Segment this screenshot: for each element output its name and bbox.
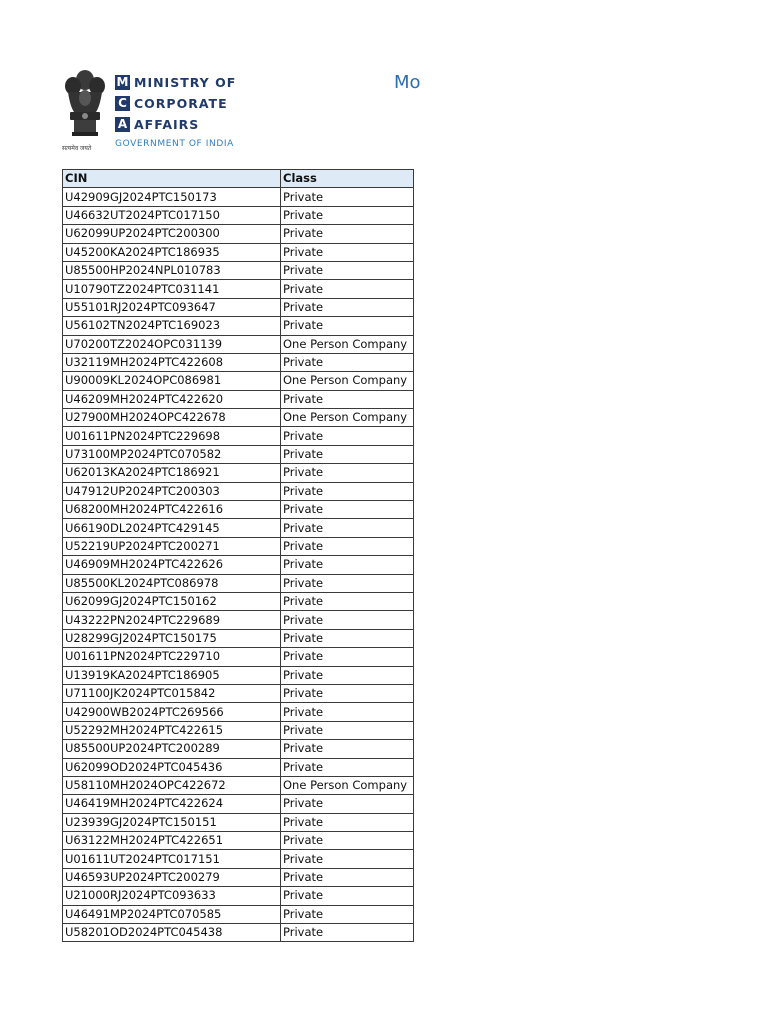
class-cell: Private	[281, 795, 414, 813]
table-row	[63, 280, 414, 298]
table-row	[63, 740, 414, 758]
cin-cell: U01611PN2024PTC229698	[63, 427, 281, 445]
class-cell: Private	[281, 758, 414, 776]
class-cell: Private	[281, 298, 414, 316]
class-cell: Private	[281, 648, 414, 666]
class-cell: Private	[281, 611, 414, 629]
cin-cell: U01611PN2024PTC229710	[63, 648, 281, 666]
table-row	[63, 795, 414, 813]
class-cell: Private	[281, 390, 414, 408]
column-header-cin: CIN	[63, 170, 281, 188]
table-row	[63, 372, 414, 390]
cin-cell: U70200TZ2024OPC031139	[63, 335, 281, 353]
column-header-class: Class	[281, 170, 414, 188]
cin-cell: U68200MH2024PTC422616	[63, 501, 281, 519]
cin-cell: U47912UP2024PTC200303	[63, 482, 281, 500]
cin-cell: U27900MH2024OPC422678	[63, 409, 281, 427]
class-cell: Private	[281, 501, 414, 519]
cin-cell: U52292MH2024PTC422615	[63, 721, 281, 739]
table-row	[63, 776, 414, 794]
table-row	[63, 390, 414, 408]
table-row	[63, 206, 414, 224]
cin-cell: U32119MH2024PTC422608	[63, 353, 281, 371]
cin-cell: U85500UP2024PTC200289	[63, 740, 281, 758]
class-cell: Private	[281, 206, 414, 224]
table-row	[63, 188, 414, 206]
cin-cell: U45200KA2024PTC186935	[63, 243, 281, 261]
ministry-logo	[115, 72, 236, 135]
table-row	[63, 409, 414, 427]
table-row	[63, 519, 414, 537]
class-cell: Private	[281, 519, 414, 537]
table-row	[63, 261, 414, 279]
cin-cell: U63122MH2024PTC422651	[63, 832, 281, 850]
table-row	[63, 850, 414, 868]
class-cell: Private	[281, 813, 414, 831]
cin-cell: U62099GJ2024PTC150162	[63, 592, 281, 610]
cin-cell: U23939GJ2024PTC150151	[63, 813, 281, 831]
class-cell: Private	[281, 740, 414, 758]
table-row	[63, 813, 414, 831]
class-cell: Private	[281, 721, 414, 739]
cin-cell: U42900WB2024PTC269566	[63, 703, 281, 721]
table-row	[63, 317, 414, 335]
table-row	[63, 464, 414, 482]
cin-cell: U46491MP2024PTC070585	[63, 905, 281, 923]
table-row	[63, 666, 414, 684]
class-cell: One Person Company	[281, 335, 414, 353]
table-row	[63, 887, 414, 905]
cin-cell: U62099OD2024PTC045436	[63, 758, 281, 776]
cin-cell: U73100MP2024PTC070582	[63, 445, 281, 463]
cin-cell: U13919KA2024PTC186905	[63, 666, 281, 684]
emblem-motto: सत्यमेव जयते	[62, 146, 92, 152]
table-row	[63, 924, 414, 942]
table-row	[63, 574, 414, 592]
cin-cell: U52219UP2024PTC200271	[63, 537, 281, 555]
cin-cell: U85500HP2024NPL010783	[63, 261, 281, 279]
national-emblem-icon	[60, 66, 110, 154]
table-row	[63, 225, 414, 243]
cin-cell: U10790TZ2024PTC031141	[63, 280, 281, 298]
table-row	[63, 335, 414, 353]
class-cell: Private	[281, 924, 414, 942]
class-cell: Private	[281, 261, 414, 279]
logo-row-ministry	[115, 72, 236, 93]
class-cell: Private	[281, 684, 414, 702]
cin-cell: U46209MH2024PTC422620	[63, 390, 281, 408]
mca-header	[60, 66, 420, 156]
class-cell: Private	[281, 482, 414, 500]
cin-cell: U90009KL2024OPC086981	[63, 372, 281, 390]
class-cell: One Person Company	[281, 409, 414, 427]
class-cell: Private	[281, 666, 414, 684]
table-header-row	[63, 170, 414, 188]
cin-cell: U28299GJ2024PTC150175	[63, 629, 281, 647]
class-cell: Private	[281, 537, 414, 555]
cin-cell: U62099UP2024PTC200300	[63, 225, 281, 243]
table-row	[63, 758, 414, 776]
class-cell: One Person Company	[281, 776, 414, 794]
table-row	[63, 353, 414, 371]
table-row	[63, 445, 414, 463]
table-row	[63, 482, 414, 500]
class-cell: Private	[281, 703, 414, 721]
class-cell: Private	[281, 629, 414, 647]
table-row	[63, 501, 414, 519]
class-cell: Private	[281, 850, 414, 868]
logo-row-affairs	[115, 114, 236, 135]
logo-letter-a: A	[115, 117, 130, 132]
cin-class-table	[62, 169, 414, 942]
class-cell: Private	[281, 445, 414, 463]
class-cell: Private	[281, 317, 414, 335]
table-row	[63, 243, 414, 261]
cin-cell: U42909GJ2024PTC150173	[63, 188, 281, 206]
table-row	[63, 868, 414, 886]
class-cell: Private	[281, 905, 414, 923]
class-cell: Private	[281, 280, 414, 298]
class-cell: Private	[281, 556, 414, 574]
table-row	[63, 611, 414, 629]
cin-cell: U71100JK2024PTC015842	[63, 684, 281, 702]
table-row	[63, 703, 414, 721]
cin-cell: U46419MH2024PTC422624	[63, 795, 281, 813]
logo-word-ministry: MINISTRY OF	[134, 75, 237, 90]
cin-cell: U85500KL2024PTC086978	[63, 574, 281, 592]
class-cell: Private	[281, 868, 414, 886]
cin-cell: U62013KA2024PTC186921	[63, 464, 281, 482]
table-row	[63, 629, 414, 647]
cin-cell: U58110MH2024OPC422672	[63, 776, 281, 794]
cin-cell: U66190DL2024PTC429145	[63, 519, 281, 537]
class-cell: Private	[281, 427, 414, 445]
cin-cell: U46909MH2024PTC422626	[63, 556, 281, 574]
cin-cell: U46593UP2024PTC200279	[63, 868, 281, 886]
table-row	[63, 298, 414, 316]
class-cell: Private	[281, 887, 414, 905]
class-cell: Private	[281, 225, 414, 243]
class-cell: Private	[281, 464, 414, 482]
logo-letter-c: C	[115, 96, 130, 111]
class-cell: Private	[281, 592, 414, 610]
cin-cell: U56102TN2024PTC169023	[63, 317, 281, 335]
document-title-truncated: Mo	[394, 72, 421, 93]
logo-word-corporate: CORPORATE	[134, 96, 228, 111]
table-row	[63, 684, 414, 702]
class-cell: Private	[281, 832, 414, 850]
cin-cell: U55101RJ2024PTC093647	[63, 298, 281, 316]
class-cell: Private	[281, 188, 414, 206]
cin-cell: U01611UT2024PTC017151	[63, 850, 281, 868]
table-row	[63, 832, 414, 850]
table-row	[63, 556, 414, 574]
table-row	[63, 648, 414, 666]
table-row	[63, 905, 414, 923]
class-cell: Private	[281, 574, 414, 592]
table-row	[63, 427, 414, 445]
table-row	[63, 537, 414, 555]
table-body	[63, 188, 414, 942]
table-row	[63, 721, 414, 739]
class-cell: Private	[281, 353, 414, 371]
logo-row-corporate	[115, 93, 236, 114]
government-of-india-label: GOVERNMENT OF INDIA	[115, 139, 234, 149]
logo-word-affairs: AFFAIRS	[134, 117, 200, 132]
cin-cell: U43222PN2024PTC229689	[63, 611, 281, 629]
cin-cell: U46632UT2024PTC017150	[63, 206, 281, 224]
class-cell: Private	[281, 243, 414, 261]
cin-cell: U58201OD2024PTC045438	[63, 924, 281, 942]
class-cell: One Person Company	[281, 372, 414, 390]
cin-cell: U21000RJ2024PTC093633	[63, 887, 281, 905]
table-row	[63, 592, 414, 610]
logo-letter-m: M	[116, 75, 129, 89]
